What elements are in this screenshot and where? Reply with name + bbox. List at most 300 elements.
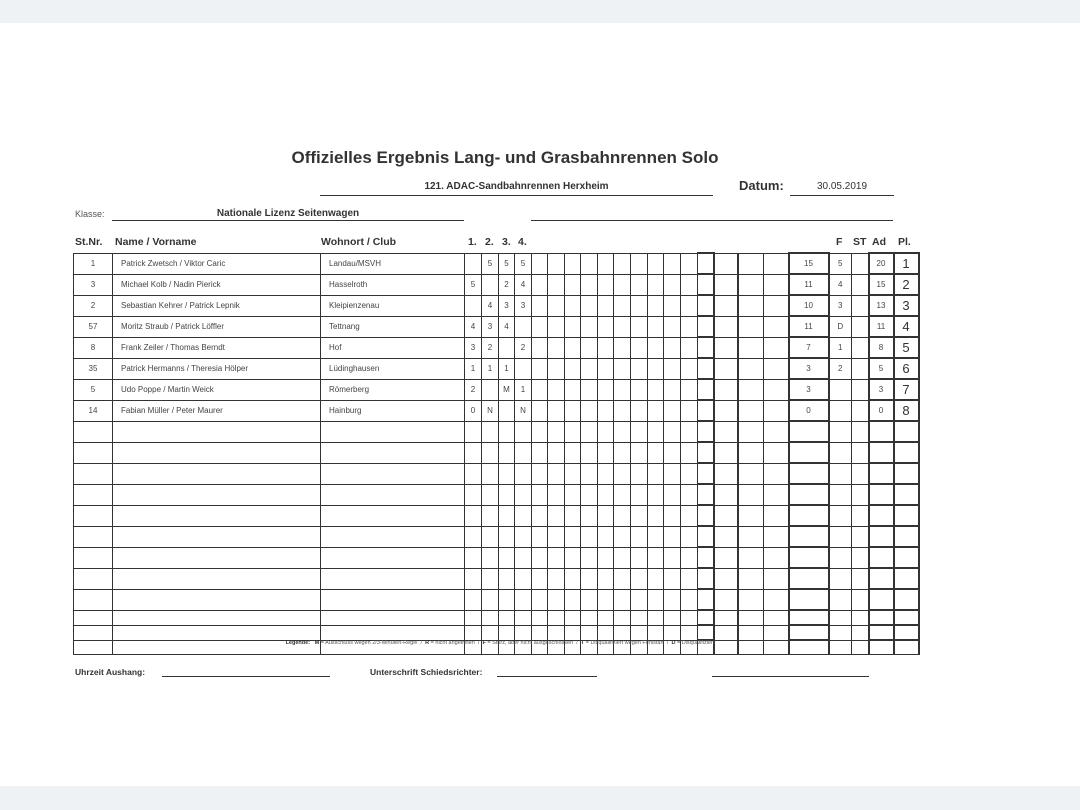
header-heat-1: 1. — [468, 236, 477, 248]
heat-9-cell — [598, 274, 614, 295]
table-row — [74, 358, 919, 379]
heat-7-cell — [565, 625, 581, 640]
start-number-cell: 8 — [74, 337, 113, 358]
box-cell — [714, 274, 738, 295]
ad-cell — [869, 484, 894, 505]
heat-14-cell — [681, 625, 698, 640]
ad-cell — [869, 463, 894, 484]
heat-6-cell — [548, 505, 565, 526]
start-number-cell — [74, 484, 113, 505]
heat-1-cell: 4 — [465, 316, 482, 337]
datum-underline — [790, 195, 894, 196]
heat-14-cell — [681, 421, 698, 442]
start-number-cell — [74, 463, 113, 484]
club-cell — [321, 625, 465, 640]
extra-cell-a — [738, 625, 764, 640]
points-sum-cell — [789, 589, 829, 610]
heat-5-cell — [532, 421, 548, 442]
club-cell — [321, 442, 465, 463]
table-row — [74, 547, 919, 568]
heat-4-cell — [515, 589, 532, 610]
club-cell: Hasselroth — [321, 274, 465, 295]
placement-cell — [894, 442, 919, 463]
heat-1-cell — [465, 442, 482, 463]
box-cell — [714, 421, 738, 442]
heat-4-cell — [515, 442, 532, 463]
extra-cell-b — [764, 625, 789, 640]
heat-9-cell — [598, 505, 614, 526]
heat-3-cell: 5 — [499, 253, 515, 274]
legend-text-d: = Disqualifiziert — [676, 640, 715, 646]
heat-8-cell — [581, 400, 598, 421]
heat-15-cell — [698, 463, 714, 484]
heat-6-cell — [548, 484, 565, 505]
klasse-label: Klasse: — [75, 209, 105, 219]
extra-cell-b — [764, 358, 789, 379]
heat-3-cell — [499, 568, 515, 589]
extra-cell-a — [738, 463, 764, 484]
heat-12-cell — [648, 379, 664, 400]
header-pl: Pl. — [898, 236, 911, 248]
club-cell — [321, 463, 465, 484]
heat-11-cell — [631, 400, 648, 421]
heat-8-cell — [581, 253, 598, 274]
heat-2-cell: 4 — [482, 295, 499, 316]
heat-3-cell — [499, 484, 515, 505]
heat-2-cell — [482, 610, 499, 625]
heat-6-cell — [548, 337, 565, 358]
name-cell — [113, 526, 321, 547]
heat-15-cell — [698, 568, 714, 589]
club-cell — [321, 547, 465, 568]
extra-cell-a — [738, 274, 764, 295]
heat-13-cell — [664, 568, 681, 589]
heat-10-cell — [614, 442, 631, 463]
heat-9-cell — [598, 625, 614, 640]
legend: Legende: M = Ausschluss wegen 2/3-Minuten-Regel / R = nicht angetreten / F = Sturz, aber nicht ausgeschlossen / T = Disqualifiziert wegen Fehlstart / D = Disqualifiziert — [285, 640, 715, 646]
heat-12-cell — [648, 505, 664, 526]
points-sum-cell: 3 — [789, 358, 829, 379]
heat-4-cell — [515, 316, 532, 337]
heat-5-cell — [532, 568, 548, 589]
heat-10-cell — [614, 589, 631, 610]
heat-6-cell — [548, 526, 565, 547]
heat-8-cell — [581, 337, 598, 358]
heat-1-cell — [465, 505, 482, 526]
heat-8-cell — [581, 505, 598, 526]
st-cell — [852, 358, 869, 379]
box-cell — [714, 316, 738, 337]
heat-7-cell — [565, 505, 581, 526]
start-number-cell — [74, 547, 113, 568]
f-cell — [829, 484, 852, 505]
heat-5-cell — [532, 484, 548, 505]
extra-cell-b — [764, 253, 789, 274]
heat-10-cell — [614, 421, 631, 442]
points-sum-cell: 7 — [789, 337, 829, 358]
club-cell — [321, 526, 465, 547]
club-cell — [321, 505, 465, 526]
heat-14-cell — [681, 568, 698, 589]
placement-cell: 7 — [894, 379, 919, 400]
f-cell — [829, 379, 852, 400]
heat-13-cell — [664, 358, 681, 379]
heat-1-cell — [465, 568, 482, 589]
name-cell: Fabian Müller / Peter Maurer — [113, 400, 321, 421]
table-row — [74, 526, 919, 547]
bottom-band — [0, 786, 1080, 810]
name-cell — [113, 463, 321, 484]
heat-11-cell — [631, 274, 648, 295]
heat-6-cell — [548, 379, 565, 400]
heat-15-cell — [698, 442, 714, 463]
heat-15-cell — [698, 400, 714, 421]
f-cell — [829, 610, 852, 625]
heat-4-cell — [515, 421, 532, 442]
heat-7-cell — [565, 421, 581, 442]
f-cell: 1 — [829, 337, 852, 358]
heat-1-cell — [465, 484, 482, 505]
name-cell — [113, 442, 321, 463]
ad-cell — [869, 421, 894, 442]
extra-cell-a — [738, 505, 764, 526]
box-cell — [714, 442, 738, 463]
ad-cell — [869, 526, 894, 547]
points-sum-cell: 15 — [789, 253, 829, 274]
table-row — [74, 337, 919, 358]
heat-1-cell — [465, 610, 482, 625]
heat-8-cell — [581, 379, 598, 400]
heat-6-cell — [548, 253, 565, 274]
heat-8-cell — [581, 295, 598, 316]
table-row — [74, 442, 919, 463]
heat-12-cell — [648, 568, 664, 589]
heat-15-cell — [698, 274, 714, 295]
start-number-cell: 1 — [74, 253, 113, 274]
heat-9-cell — [598, 400, 614, 421]
heat-15-cell — [698, 505, 714, 526]
heat-2-cell — [482, 547, 499, 568]
ad-cell — [869, 610, 894, 625]
heat-10-cell — [614, 463, 631, 484]
heat-13-cell — [664, 610, 681, 625]
extra-cell-b — [764, 568, 789, 589]
heat-7-cell — [565, 547, 581, 568]
klasse-underline — [112, 220, 464, 221]
extra-cell-a — [738, 316, 764, 337]
box-cell — [714, 484, 738, 505]
heat-7-cell — [565, 589, 581, 610]
heat-5-cell — [532, 379, 548, 400]
heat-11-cell — [631, 442, 648, 463]
heat-15-cell — [698, 589, 714, 610]
st-cell — [852, 526, 869, 547]
extra-cell-a — [738, 379, 764, 400]
st-cell — [852, 442, 869, 463]
extra-cell-a — [738, 253, 764, 274]
st-cell — [852, 274, 869, 295]
extra-cell-b — [764, 505, 789, 526]
heat-8-cell — [581, 610, 598, 625]
start-number-cell — [74, 568, 113, 589]
heat-10-cell — [614, 400, 631, 421]
club-cell: Römerberg — [321, 379, 465, 400]
extra-signature-line[interactable] — [712, 676, 869, 677]
top-band — [0, 0, 1080, 23]
points-sum-cell: 3 — [789, 379, 829, 400]
st-cell — [852, 505, 869, 526]
name-cell: Moritz Straub / Patrick Löffler — [113, 316, 321, 337]
heat-14-cell — [681, 358, 698, 379]
start-number-cell — [74, 589, 113, 610]
heat-4-cell: 5 — [515, 253, 532, 274]
f-cell — [829, 568, 852, 589]
heat-3-cell — [499, 526, 515, 547]
ad-cell — [869, 625, 894, 640]
heat-4-cell — [515, 547, 532, 568]
heat-1-cell — [465, 463, 482, 484]
box-cell — [714, 568, 738, 589]
heat-9-cell — [598, 253, 614, 274]
heat-1-cell — [465, 625, 482, 640]
heat-5-cell — [532, 526, 548, 547]
legend-key-m: M — [314, 640, 320, 646]
table-row — [74, 295, 919, 316]
heat-13-cell — [664, 421, 681, 442]
heat-15-cell — [698, 337, 714, 358]
ad-cell: 0 — [869, 400, 894, 421]
heat-9-cell — [598, 379, 614, 400]
placement-cell — [894, 547, 919, 568]
points-sum-cell — [789, 526, 829, 547]
heat-12-cell — [648, 589, 664, 610]
heat-15-cell — [698, 484, 714, 505]
box-cell — [714, 253, 738, 274]
heat-4-cell: 1 — [515, 379, 532, 400]
extra-cell-a — [738, 442, 764, 463]
legend-text-t: = Disqualifiziert wegen Fehlstart — [585, 640, 664, 646]
schiedsrichter-label: Unterschrift Schiedsrichter: — [370, 667, 483, 677]
box-cell — [714, 379, 738, 400]
heat-7-cell — [565, 568, 581, 589]
heat-1-cell — [465, 253, 482, 274]
heat-10-cell — [614, 484, 631, 505]
heat-11-cell — [631, 358, 648, 379]
placement-cell: 1 — [894, 253, 919, 274]
heat-5-cell — [532, 274, 548, 295]
name-cell: Frank Zeiler / Thomas Berndt — [113, 337, 321, 358]
f-cell: D — [829, 316, 852, 337]
heat-5-cell — [532, 358, 548, 379]
heat-9-cell — [598, 316, 614, 337]
heat-11-cell — [631, 379, 648, 400]
heat-6-cell — [548, 568, 565, 589]
ad-cell — [869, 589, 894, 610]
heat-8-cell — [581, 589, 598, 610]
name-cell — [113, 568, 321, 589]
heat-7-cell — [565, 358, 581, 379]
heat-6-cell — [548, 463, 565, 484]
table-row — [74, 568, 919, 589]
placement-cell — [894, 526, 919, 547]
header-ad: Ad — [872, 236, 886, 248]
heat-7-cell — [565, 610, 581, 625]
heat-11-cell — [631, 547, 648, 568]
heat-12-cell — [648, 484, 664, 505]
heat-11-cell — [631, 484, 648, 505]
ad-cell — [869, 568, 894, 589]
heat-14-cell — [681, 316, 698, 337]
schiedsrichter-line[interactable] — [497, 676, 597, 677]
heat-3-cell — [499, 442, 515, 463]
table-row — [74, 379, 919, 400]
legend-key-d: D — [671, 640, 676, 646]
heat-3-cell — [499, 610, 515, 625]
table-row — [74, 463, 919, 484]
datum-label: Datum: — [739, 178, 784, 193]
f-cell — [829, 442, 852, 463]
klasse-value: Nationale Lizenz Seitenwagen — [216, 208, 360, 219]
heat-10-cell — [614, 505, 631, 526]
heat-10-cell — [614, 316, 631, 337]
ad-cell: 20 — [869, 253, 894, 274]
heat-9-cell — [598, 442, 614, 463]
heat-13-cell — [664, 589, 681, 610]
heat-6-cell — [548, 295, 565, 316]
start-number-cell — [74, 610, 113, 625]
heat-2-cell — [482, 421, 499, 442]
extra-cell-a — [738, 568, 764, 589]
ad-cell: 11 — [869, 316, 894, 337]
heat-7-cell — [565, 442, 581, 463]
heat-10-cell — [614, 526, 631, 547]
table-row — [74, 400, 919, 421]
heat-3-cell: M — [499, 379, 515, 400]
start-number-cell: 2 — [74, 295, 113, 316]
points-sum-cell — [789, 505, 829, 526]
heat-1-cell — [465, 589, 482, 610]
heat-5-cell — [532, 400, 548, 421]
start-number-cell — [74, 625, 113, 640]
st-cell — [852, 547, 869, 568]
heat-4-cell: 2 — [515, 337, 532, 358]
header-club: Wohnort / Club — [321, 236, 397, 248]
legend-text-f: = Sturz, aber nicht ausgeschlossen — [487, 640, 574, 646]
points-sum-cell — [789, 463, 829, 484]
heat-15-cell — [698, 625, 714, 640]
heat-9-cell — [598, 484, 614, 505]
heat-5-cell — [532, 610, 548, 625]
legend-text-r: = nicht angetreten — [430, 640, 475, 646]
f-cell — [829, 547, 852, 568]
heat-11-cell — [631, 526, 648, 547]
f-cell — [829, 421, 852, 442]
table-row — [74, 316, 919, 337]
f-cell: 5 — [829, 253, 852, 274]
heat-8-cell — [581, 274, 598, 295]
heat-6-cell — [548, 421, 565, 442]
heat-3-cell: 4 — [499, 316, 515, 337]
box-cell — [714, 547, 738, 568]
heat-12-cell — [648, 253, 664, 274]
heat-12-cell — [648, 463, 664, 484]
heat-15-cell — [698, 358, 714, 379]
heat-1-cell: 0 — [465, 400, 482, 421]
box-cell — [714, 295, 738, 316]
box-cell — [714, 625, 738, 640]
extra-cell-a — [738, 358, 764, 379]
header-stnr: St.Nr. — [75, 236, 103, 248]
heat-13-cell — [664, 400, 681, 421]
st-cell — [852, 379, 869, 400]
st-cell — [852, 625, 869, 640]
heat-5-cell — [532, 625, 548, 640]
heat-5-cell — [532, 295, 548, 316]
heat-7-cell — [565, 400, 581, 421]
heat-1-cell: 5 — [465, 274, 482, 295]
start-number-cell — [74, 442, 113, 463]
header-st: ST — [853, 236, 867, 248]
f-cell — [829, 505, 852, 526]
f-cell — [829, 625, 852, 640]
aushang-line[interactable] — [162, 676, 330, 677]
heat-14-cell — [681, 274, 698, 295]
heat-4-cell — [515, 358, 532, 379]
name-cell — [113, 547, 321, 568]
heat-14-cell — [681, 253, 698, 274]
name-cell — [113, 484, 321, 505]
placement-cell — [894, 610, 919, 625]
heat-14-cell — [681, 505, 698, 526]
extra-cell-b — [764, 442, 789, 463]
heat-13-cell — [664, 505, 681, 526]
heat-8-cell — [581, 463, 598, 484]
heat-1-cell — [465, 421, 482, 442]
heat-4-cell — [515, 505, 532, 526]
st-cell — [852, 463, 869, 484]
heat-11-cell — [631, 610, 648, 625]
placement-cell — [894, 484, 919, 505]
heat-6-cell — [548, 400, 565, 421]
heat-11-cell — [631, 316, 648, 337]
heat-12-cell — [648, 421, 664, 442]
placement-cell — [894, 421, 919, 442]
heat-8-cell — [581, 625, 598, 640]
points-sum-cell: 0 — [789, 400, 829, 421]
heat-14-cell — [681, 463, 698, 484]
heat-1-cell — [465, 295, 482, 316]
st-cell — [852, 337, 869, 358]
box-cell — [714, 463, 738, 484]
heat-12-cell — [648, 337, 664, 358]
name-cell: Michael Kolb / Nadin Pierick — [113, 274, 321, 295]
heat-2-cell: 5 — [482, 253, 499, 274]
ad-cell — [869, 442, 894, 463]
points-sum-cell: 11 — [789, 316, 829, 337]
heat-14-cell — [681, 484, 698, 505]
heat-12-cell — [648, 625, 664, 640]
club-cell — [321, 568, 465, 589]
heat-3-cell — [499, 547, 515, 568]
heat-8-cell — [581, 568, 598, 589]
extra-cell-a — [738, 295, 764, 316]
box-cell — [714, 526, 738, 547]
heat-13-cell — [664, 379, 681, 400]
name-cell — [113, 610, 321, 625]
heat-8-cell — [581, 358, 598, 379]
heat-5-cell — [532, 253, 548, 274]
table-row — [74, 274, 919, 295]
